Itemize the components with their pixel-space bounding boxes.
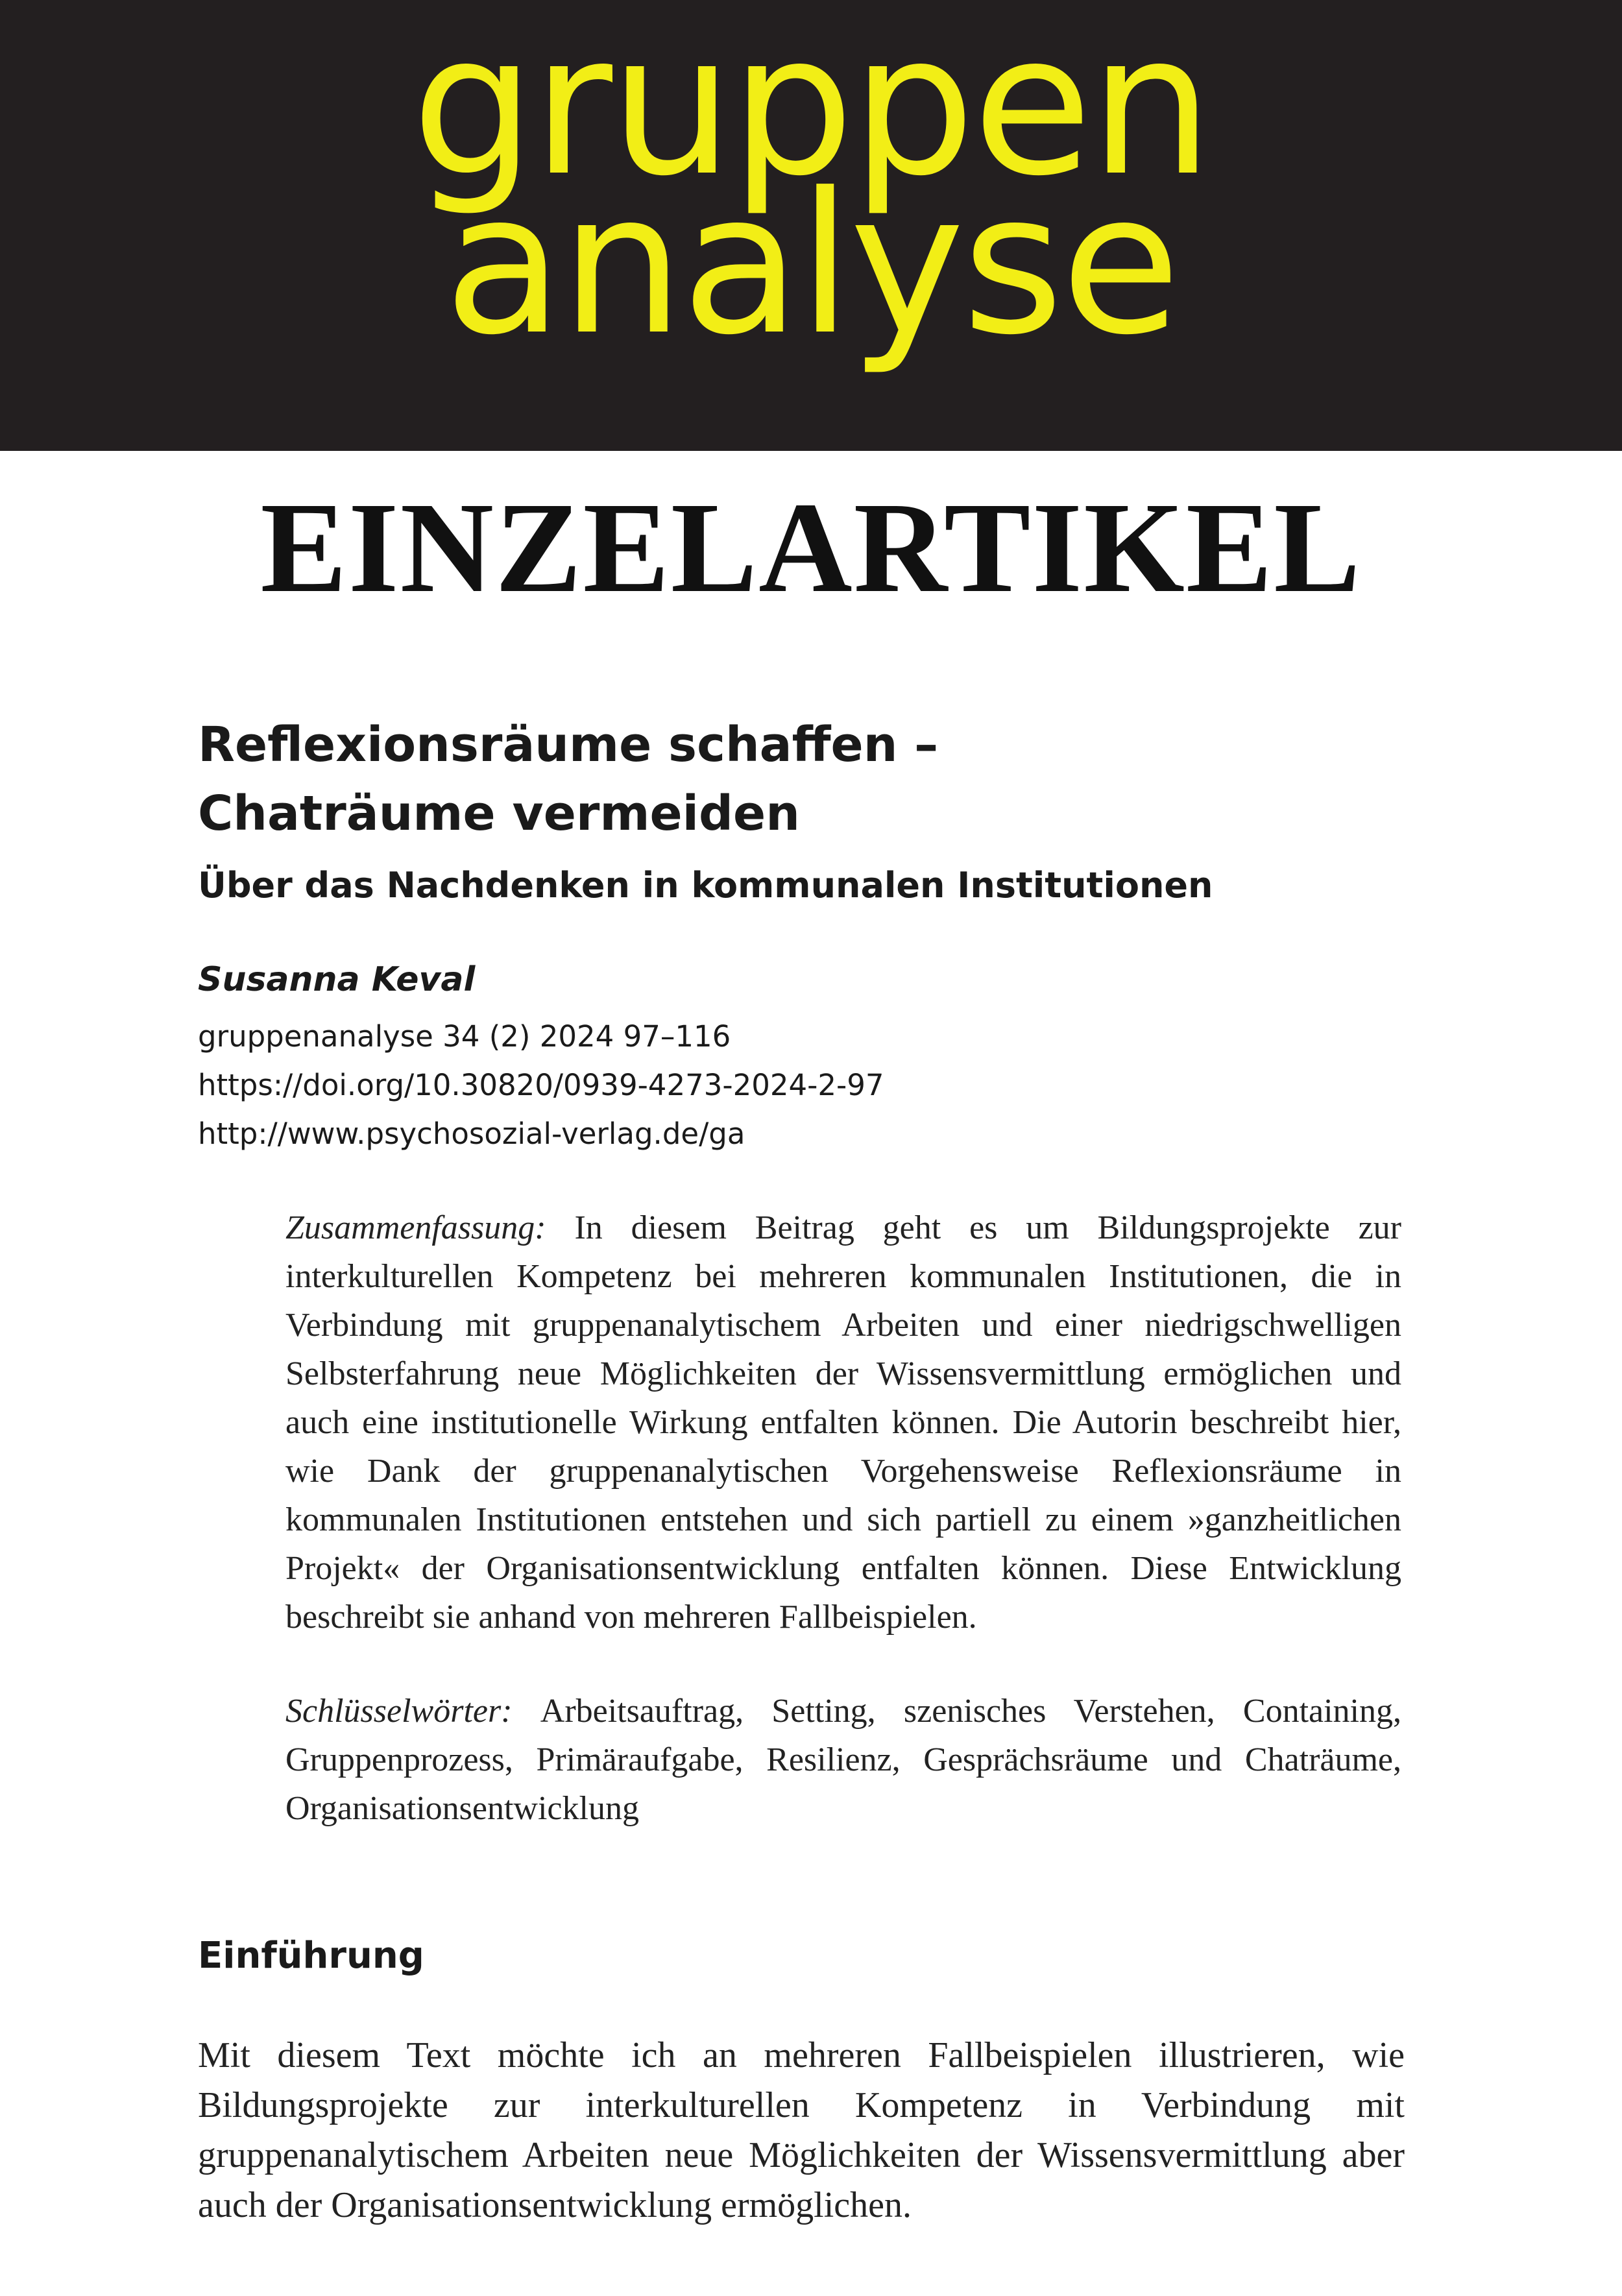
body-paragraph: Mit diesem Text möchte ich an mehreren Fallbeispielen illustrieren, wie Bildungsprojekte zur interkulturellen Kompetenz in Verbindung mit gruppenanalytischem Arbeiten neue Möglichkeiten der Wissensvermittlung aber auch der Organisationsentwicklung ermöglichen. xyxy=(198,2035,1405,2225)
keywords xyxy=(285,1687,1401,1833)
article-subtitle: Über das Nachdenken in kommunalen Institutionen xyxy=(198,865,1213,906)
logo-line-1: gruppen xyxy=(411,0,1211,219)
article-title xyxy=(198,710,1431,848)
journal-banner xyxy=(0,0,1622,451)
citation: gruppenanalyse 34 (2) 2024 97–116 xyxy=(198,1019,731,1054)
keywords-label: Schlüsselwörter: xyxy=(285,1693,540,1730)
keywords-text: Arbeitsauftrag, Setting, szenisches Verstehen, Containing, Gruppenprozess, Primäraufgabe, Resilienz, Gesprächsräume und Chaträume, Organisationsentwicklung xyxy=(285,1693,1401,1827)
abstract-text: In diesem Beitrag geht es um Bildungsprojekte zur interkulturellen Kompetenz bei mehreren kommunalen Institutionen, die in Verbindung mit gruppenanalytischem Arbeiten und einer niedrigschwelligen Selbsterfahrung neue Möglichkeiten der Wissensvermittlung ermöglichen und auch eine institutionelle Wirkung entfalten können. Die Autorin beschreibt hier, wie Dank der gruppenanalytischen Vorgehensweise Reflexionsräume in kommunalen Institutionen entstehen und sich partiell zu einem »ganzheitlichen Projekt« der Organisationsentwicklung entfalten können. Diese Entwicklung beschreibt sie anhand von mehreren Fallbeispielen. xyxy=(285,1209,1401,1636)
article-author: Susanna Keval xyxy=(198,960,476,999)
article-type-heading: EINZELARTIKEL xyxy=(260,476,1362,620)
article-metadata xyxy=(198,1012,1431,1158)
title-line-2: Chaträume vermeiden xyxy=(198,786,800,841)
journal-logo xyxy=(0,0,1622,378)
doi-link[interactable]: https://doi.org/10.30820/0939-4273-2024-2-97 xyxy=(198,1068,884,1102)
abstract-label: Zusammenfassung: xyxy=(285,1209,575,1246)
section-heading: Einführung xyxy=(198,1935,424,1977)
title-line-1: Reflexionsräume schaffen – xyxy=(198,717,939,773)
journal-url-link[interactable]: http://www.psychosozial-verlag.de/ga xyxy=(198,1117,745,1151)
abstract xyxy=(285,1203,1401,1641)
logo-line-2: analyse xyxy=(444,151,1178,378)
